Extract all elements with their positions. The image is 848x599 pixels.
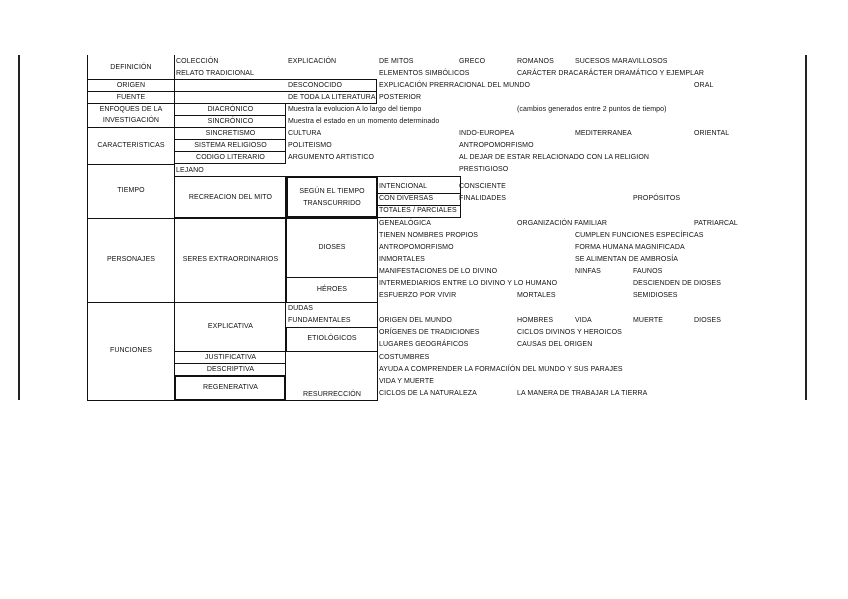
cell: DE MITOS: [379, 58, 414, 65]
cell: FINALIDADES: [459, 195, 506, 202]
cell: (cambios generados entre 2 puntos de tiempo): [517, 106, 667, 113]
cell: PATRIARCAL: [694, 220, 738, 227]
row-label-caracteristicas: CARACTERISTICAS: [97, 142, 165, 149]
cell: SEGÚN EL TIEMPO: [299, 188, 365, 195]
grid-line: [87, 103, 175, 104]
cell: CODIGO LITERARIO: [196, 154, 265, 161]
cell: ORÍGENES DE TRADICIONES: [379, 329, 480, 336]
cell: ELEMENTOS SIMBÓLICOS: [379, 70, 470, 77]
cell: LUGARES GEOGRÁFICOS: [379, 341, 469, 348]
row-label-definicion: DEFINICIÓN: [110, 64, 152, 71]
cell-border: [286, 176, 378, 218]
cell: NINFAS: [575, 268, 601, 275]
cell: GENEALÓGICA: [379, 220, 432, 227]
cell: MUERTE: [633, 317, 664, 324]
cell: DIOSES: [318, 244, 346, 251]
row-label-tiempo: TIEMPO: [117, 187, 145, 194]
cell: COLECCIÓN: [176, 58, 219, 65]
cell: EXPLICACIÓN: [288, 58, 337, 65]
cell: DE TODA LA LITERATURA: [288, 94, 376, 101]
cell: CON DIVERSAS: [379, 195, 434, 202]
cell: INTENCIONAL: [379, 183, 428, 190]
cell: POSTERIOR: [379, 94, 422, 101]
cell: CULTURA: [288, 130, 322, 137]
cell: DESCRIPTIVA: [206, 366, 255, 373]
cell: MORTALES: [517, 292, 556, 299]
cell: AYUDA A COMPRENDER LA FORMACIÍÓN DEL MUNDO Y SUS PARAJES: [379, 366, 623, 373]
cell: INDO-EUROPEA: [459, 130, 515, 137]
cell: FORMA HUMANA MAGNIFICADA: [575, 244, 685, 251]
grid-line: [87, 127, 175, 128]
cell: DESCIENDEN DE DIOSES: [633, 280, 721, 287]
cell: LA MANERA DE TRABAJAR LA TIERRA: [517, 390, 648, 397]
cell: CAUSAS DEL ORIGEN: [517, 341, 593, 348]
cell: POLITEISMO: [288, 142, 332, 149]
cell: Muestra la evolucion A lo largo del tiempo: [288, 106, 422, 113]
cell: JUSTIFICATIVA: [204, 354, 257, 361]
cell: ETIOLÓGICOS: [307, 335, 357, 342]
cell: CONSCIENTE: [459, 183, 506, 190]
row-label-enfoques: INVESTIGACIÓN: [102, 117, 160, 124]
grid-line: [87, 79, 175, 80]
cell: INTERMEDIARIOS ENTRE LO DIVINO Y LO HUMANO: [379, 280, 558, 287]
cell: LEJANO: [176, 167, 204, 174]
cell: SINCRETISMO: [205, 130, 256, 137]
cell: RELATO TRADICIONAL: [176, 70, 255, 77]
cell: REGENERATIVA: [202, 384, 258, 391]
cell: DESCONOCIDO: [288, 82, 342, 89]
cell: ROMANOS: [517, 58, 554, 65]
cell: SERES EXTRAORDINARIOS: [182, 256, 279, 263]
cell: CUMPLEN FUNCIONES ESPECÍFICAS: [575, 232, 704, 239]
cell: CICLOS DE LA NATURALEZA: [379, 390, 477, 397]
row-label-personajes: PERSONAJES: [106, 256, 156, 263]
cell: HÉROES: [316, 286, 348, 293]
cell: AL DEJAR DE ESTAR RELACIONADO CON LA RELIGION: [459, 154, 650, 161]
cell: ORGANIZACIÓN FAMILIAR: [517, 220, 607, 227]
cell: RESURRECCIÓN: [303, 391, 361, 398]
cell: FUNDAMENTALES: [288, 317, 351, 324]
cell: DUDAS: [288, 305, 314, 312]
row-label-funciones: FUNCIONES: [109, 347, 153, 354]
cell: EXPLICATIVA: [207, 323, 254, 330]
cell: FAUNOS: [633, 268, 663, 275]
cell: ARGUMENTO ARTISTICO: [288, 154, 375, 161]
row-label-fuente: FUENTE: [116, 94, 146, 101]
cell: HOMBRES: [517, 317, 554, 324]
row-label-origen: ORIGEN: [116, 82, 146, 89]
grid-line: [87, 164, 175, 165]
cell: ORAL: [694, 82, 714, 89]
cell: SE ALIMENTAN DE AMBROSÍA: [575, 256, 679, 263]
cell: DIACRÓNICO: [207, 106, 254, 113]
cell: INMORTALES: [379, 256, 425, 263]
cell: PROPÓSITOS: [633, 195, 681, 202]
cell: MANIFESTACIONES DE LO DIVINO: [379, 268, 498, 275]
page-left-border: [18, 55, 20, 400]
cell: ORIENTAL: [694, 130, 730, 137]
cell: CICLOS DIVINOS Y HEROICOS: [517, 329, 622, 336]
cell: SEMIDIOSES: [633, 292, 678, 299]
cell: COSTUMBRES: [379, 354, 430, 361]
grid-line: [377, 218, 378, 303]
cell: TOTALES / PARCIALES: [379, 207, 457, 214]
cell: GRECO: [459, 58, 486, 65]
grid-line: [377, 302, 378, 401]
cell: Muestra el estado en un momento determinado: [288, 118, 440, 125]
page-right-border: [805, 55, 807, 400]
cell: ANTROPOMORFISMO: [379, 244, 454, 251]
cell: CARÁCTER DRACARÁCTER DRAMÁTICO Y EJEMPLAR: [517, 70, 705, 77]
cell: DIOSES: [694, 317, 722, 324]
cell: VIDA Y MUERTE: [379, 378, 434, 385]
cell: SISTEMA RELIGIOSO: [194, 142, 267, 149]
cell: ESFUERZO POR VIVIR: [379, 292, 457, 299]
cell: ORIGEN DEL MUNDO: [379, 317, 452, 324]
cell: ANTROPOMORFISMO: [459, 142, 534, 149]
cell: SUCESOS MARAVILLOSOS: [575, 58, 668, 65]
grid-line: [87, 218, 175, 219]
cell: TIENEN NOMBRES PROPIOS: [379, 232, 479, 239]
grid-line: [87, 302, 175, 303]
cell: PRESTIGIOSO: [459, 166, 509, 173]
cell: TRANSCURRIDO: [303, 200, 361, 207]
cell: RECREACION DEL MITO: [188, 194, 273, 201]
row-label-enfoques: ENFOQUES DE LA: [99, 106, 163, 113]
cell: MEDITERRANEA: [575, 130, 632, 137]
cell: EXPLICACIÓN PRERRACIONAL DEL MUNDO: [379, 82, 531, 89]
grid-line: [87, 91, 175, 92]
cell: SINCRÓNICO: [207, 118, 254, 125]
cell: VIDA: [575, 317, 592, 324]
